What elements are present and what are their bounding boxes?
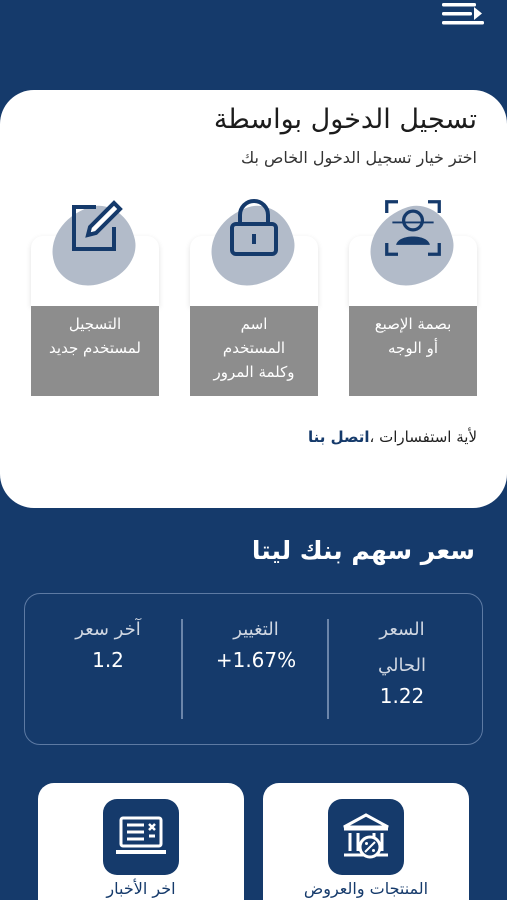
price-change — [201, 616, 311, 674]
lock-icon — [224, 198, 284, 258]
last-price-label: آخر سعر — [75, 619, 141, 640]
register-option[interactable] — [31, 236, 159, 396]
current-price — [347, 616, 457, 710]
bank-offers-icon — [328, 799, 404, 875]
contact-line — [308, 428, 477, 446]
password-login-option[interactable] — [190, 236, 318, 396]
face-id-icon — [383, 198, 443, 258]
register-option-label: التسجيل لمستخدم جديد — [31, 306, 159, 396]
current-price-label-1: السعر — [379, 619, 425, 640]
share-price-box — [24, 593, 483, 745]
menu-button[interactable] — [438, 0, 486, 30]
menu-icon — [438, 0, 486, 30]
share-price-title: سعر سهم بنك ليتا — [251, 536, 475, 565]
latest-news-tile[interactable] — [38, 783, 244, 900]
products-offers-label: المنتجات والعروض — [303, 879, 429, 898]
current-price-value: 1.22 — [379, 684, 425, 708]
login-subtitle: اختر خيار تسجيل الدخول الخاص بك — [240, 148, 477, 167]
register-edit-icon — [65, 198, 125, 258]
last-price — [53, 616, 163, 674]
login-title: تسجيل الدخول بواسطة — [213, 104, 477, 135]
divider — [181, 619, 183, 719]
biometric-option-label: بصمة الإصبع أو الوجه — [349, 306, 477, 396]
last-price-value: 1.2 — [92, 648, 124, 672]
divider — [327, 619, 329, 719]
contact-prefix: لأية استفسارات ، — [369, 428, 477, 446]
change-value: +1.67% — [215, 648, 297, 672]
news-laptop-icon — [103, 799, 179, 875]
contact-us-link[interactable]: اتصل بنا — [307, 428, 370, 446]
change-label: التغيير — [233, 619, 279, 640]
password-option-label: اسم المستخدم وكلمة المرور — [190, 306, 318, 396]
products-offers-tile[interactable] — [263, 783, 469, 900]
biometric-login-option[interactable] — [349, 236, 477, 396]
latest-news-label: اخر الأخبار — [106, 879, 176, 898]
current-price-label-2: الحالي — [377, 655, 427, 676]
